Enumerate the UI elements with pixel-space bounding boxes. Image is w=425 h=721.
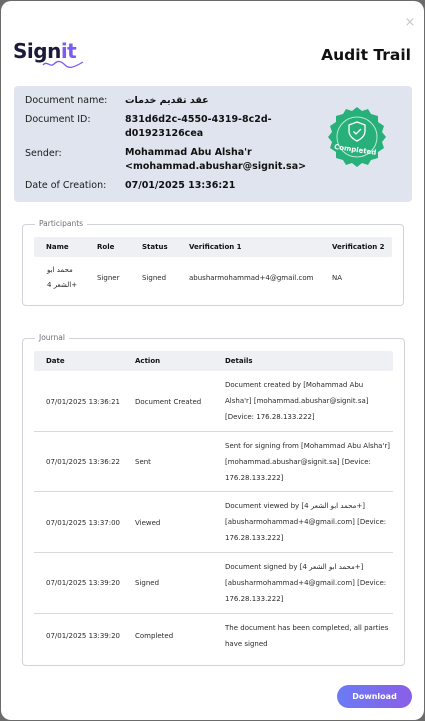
journal-details-line2: [mohammad.abushar@signit.sa] [Device: [225, 458, 371, 466]
document-info-panel [14, 86, 412, 202]
document-id-line1: 831d6d2c-4550-4319-8c2d- [125, 114, 272, 125]
journal-date: 07/01/2025 13:36:22 [46, 458, 121, 466]
col-details: Details [225, 357, 253, 365]
col-name: Name [46, 243, 69, 251]
close-icon[interactable]: × [404, 15, 416, 30]
journal-legend: Journal [35, 333, 69, 342]
document-id-line2: d01923126cea [125, 128, 204, 139]
journal-details-line1: Document created by [Mohammad Abu [225, 381, 364, 389]
journal-details-line1: The document has been completed, all parties [225, 624, 389, 632]
sender-email: <mohammad.abushar@signit.sa> [125, 161, 307, 172]
journal-details-line2: [abusharmohammad+4@gmail.com] [Device: [225, 518, 387, 526]
date-of-creation-value: 07/01/2025 13:36:21 [125, 180, 236, 191]
journal-section [22, 333, 405, 666]
journal-date: 07/01/2025 13:39:20 [46, 579, 121, 587]
logo-signature-icon [41, 59, 85, 69]
seal-label: Completed [333, 142, 377, 157]
col-role: Role [97, 243, 115, 251]
document-id-label: Document ID: [25, 114, 91, 125]
participants-header-row [34, 237, 392, 257]
journal-details-line3: 176.28.133.222] [225, 595, 284, 603]
signit-logo [13, 39, 83, 73]
col-action: Action [135, 357, 161, 365]
journal-details-line3: 176.28.133.222] [225, 534, 284, 542]
participants-section [22, 219, 404, 306]
page-title: Audit Trail [321, 46, 411, 64]
participant-name-line2: الشعر 4+ [47, 281, 78, 289]
journal-details-line1: Document viewed by [محمد ابو الشعر 4+] [225, 502, 365, 510]
sender-label: Sender: [25, 148, 62, 159]
row-divider [34, 552, 393, 553]
completed-seal-icon [325, 105, 389, 169]
col-verification-2: Verification 2 [332, 243, 385, 251]
journal-action: Sent [135, 458, 151, 466]
journal-header-row [34, 351, 393, 371]
col-status: Status [142, 243, 168, 251]
audit-trail-modal [1, 1, 424, 720]
journal-details-line1: Document signed by [محمد ابو الشعر 4+] [225, 563, 364, 571]
journal-details-line1: Sent for signing from [Mohammad Abu Alsha'r] [225, 442, 390, 450]
document-name-label: Document name: [25, 95, 108, 106]
row-divider [34, 613, 393, 614]
date-of-creation-label: Date of Creation: [25, 180, 107, 191]
document-name-value: عقد تقديم خدمات [125, 95, 209, 106]
row-divider [34, 491, 393, 492]
participant-role: Signer [97, 274, 120, 282]
col-verification-1: Verification 1 [189, 243, 242, 251]
journal-details-line3: 176.28.133.222] [225, 474, 284, 482]
journal-action: Signed [135, 579, 160, 587]
journal-details-line2: Alsha'r] [mohammad.abushar@signit.sa] [225, 397, 369, 405]
col-date: Date [46, 357, 65, 365]
journal-action: Completed [135, 632, 174, 640]
row-divider [34, 431, 393, 432]
journal-date: 07/01/2025 13:36:21 [46, 398, 121, 406]
journal-action: Viewed [135, 519, 161, 527]
journal-action: Document Created [135, 398, 202, 406]
journal-details-line3: [Device: 176.28.133.222] [225, 413, 315, 421]
participants-legend: Participants [35, 219, 87, 228]
journal-date: 07/01/2025 13:39:20 [46, 632, 121, 640]
journal-details-line2: [abusharmohammad+4@gmail.com] [Device: [225, 579, 387, 587]
participant-name-line1: محمد ابو [47, 266, 73, 274]
participant-verification-2: NA [332, 274, 343, 282]
participant-status: Signed [142, 274, 167, 282]
participant-verification-1: abusharmohammad+4@gmail.com [189, 274, 314, 282]
logo-text: Signit [13, 39, 77, 63]
download-button[interactable]: Download [337, 685, 412, 708]
sender-name: Mohammad Abu Alsha'r [125, 147, 252, 158]
journal-date: 07/01/2025 13:37:00 [46, 519, 121, 527]
journal-details-line2: have signed [225, 640, 268, 648]
